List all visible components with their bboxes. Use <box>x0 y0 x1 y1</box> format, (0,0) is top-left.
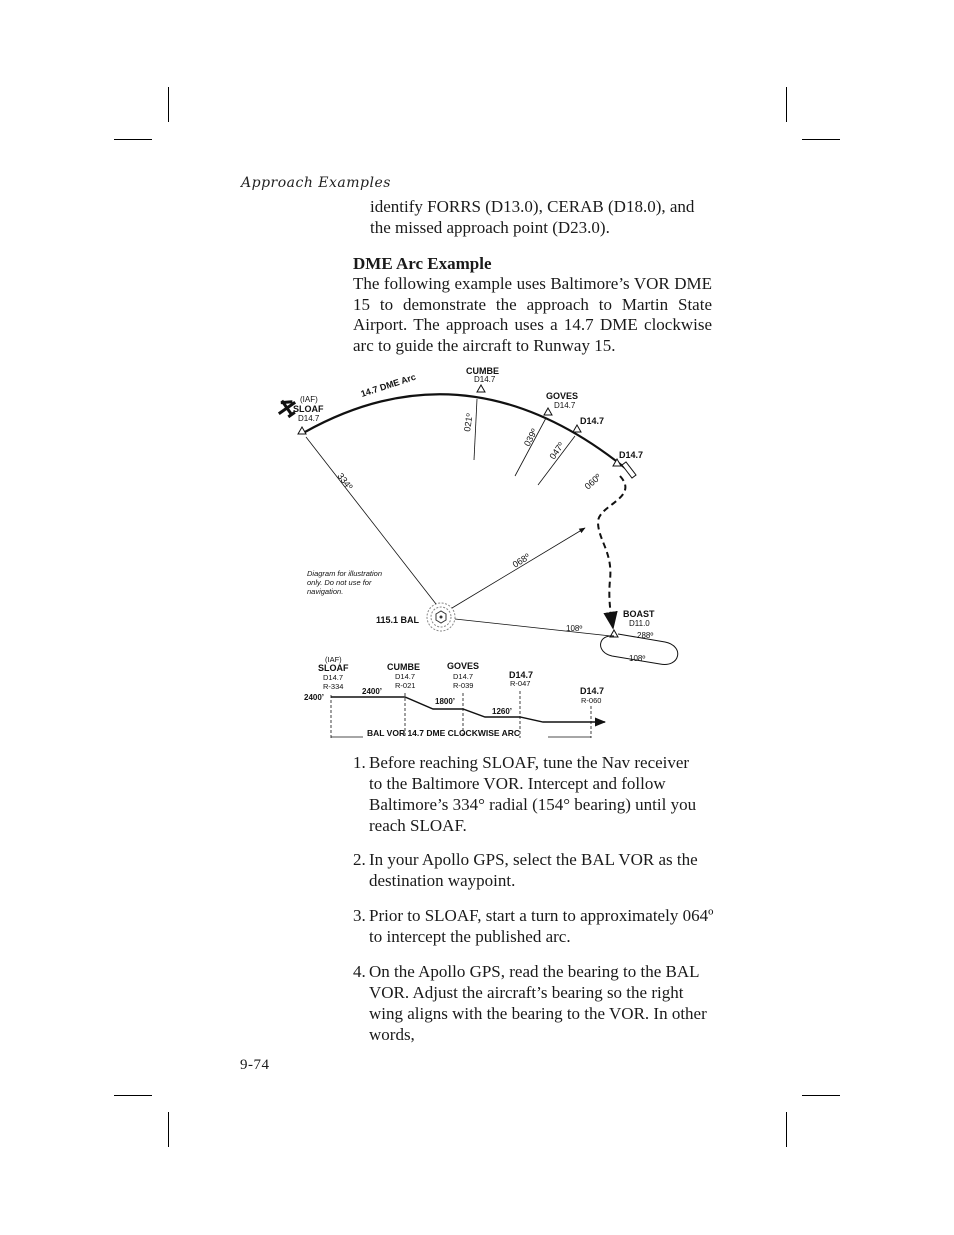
step-number: 1. <box>353 753 366 772</box>
disclaimer-line: navigation. <box>307 587 344 596</box>
radial-060-label: 060º <box>582 471 603 492</box>
step-4 <box>353 961 718 1045</box>
svg-text:Diagram for illustration o <box>307 569 384 596</box>
section-header: Approach Examples <box>241 175 391 191</box>
step-number: 4. <box>353 962 366 981</box>
d147a-name: D14.7 <box>580 416 605 426</box>
disclaimer-line: only. Do not use for <box>307 578 372 587</box>
arc-label: 14.7 DME Arc <box>359 371 418 399</box>
altitude-profile <box>331 697 605 722</box>
profile-cumbe-radial: R-021 <box>395 681 416 690</box>
page-number: 9-74 <box>240 1057 270 1073</box>
step-2 <box>353 849 718 891</box>
sloaf-dist: D14.7 <box>298 414 320 423</box>
altitude-label: 1260’ <box>492 707 513 716</box>
radial-021-line <box>474 399 477 460</box>
profile-d147b-radial: R-060 <box>581 696 602 705</box>
sloaf-tag: (IAF) <box>300 395 318 404</box>
profile-caption: BAL VOR 14.7 DME CLOCKWISE ARC <box>367 728 521 738</box>
profile-sloaf-name: SLOAF <box>318 663 349 673</box>
goves-dist: D14.7 <box>554 401 576 410</box>
runway-marker <box>622 462 636 478</box>
profile-goves-dist: D14.7 <box>453 672 474 681</box>
step-number: 3. <box>353 906 366 925</box>
step-text: In your Apollo GPS, select the BAL VOR as the destination waypoint. <box>369 850 698 890</box>
profile-sloaf-tag: (IAF) <box>325 655 342 664</box>
sloaf-fix-triangle <box>298 427 306 434</box>
boast-name: BOAST <box>623 609 655 619</box>
profile-cumbe-dist: D14.7 <box>395 672 416 681</box>
vor-label: 115.1 BAL <box>376 615 420 625</box>
profile-sloaf-dist: D14.7 <box>323 673 344 682</box>
step-text: Prior to SLOAF, start a turn to approximately 064º to intercept the published arc. <box>369 906 714 946</box>
dme-arc <box>305 394 630 472</box>
intro-paragraph: identify FORRS (D13.0), CERAB (D18.0), and the missed approach point (D23.0). <box>370 197 695 237</box>
d147b-name: D14.7 <box>619 450 644 460</box>
goves-fix-triangle <box>544 408 552 415</box>
cumbe-fix-triangle <box>477 385 485 392</box>
profile-sloaf-radial: R-334 <box>323 682 344 691</box>
section-body: The following example uses Baltimore’s VOR DME 15 to demonstrate the approach to Martin State Airport. The approach uses a 14.7 DME clockwise arc to guide the aircraft to Runway 15. <box>353 274 712 355</box>
profile-goves-radial: R-039 <box>453 681 474 690</box>
cumbe-name: CUMBE <box>466 366 499 376</box>
step-1 <box>353 752 718 836</box>
radial-047-label: 047º <box>547 440 567 462</box>
profile-goves-name: GOVES <box>447 661 480 671</box>
step-text: Before reaching SLOAF, tune the Nav receiver to the Baltimore VOR. Intercept and follow Baltimore’s 334° radial (154° bearing) until you reach SLOAF. <box>369 753 697 835</box>
profile-d147b-name: D14.7 <box>580 686 605 696</box>
radial-068-label: 068º <box>510 551 532 570</box>
hold-outbound-label: 108º <box>629 654 646 663</box>
vor-symbol <box>427 603 455 631</box>
altitude-label: 1800’ <box>435 697 456 706</box>
radial-021-label: 021º <box>462 412 475 433</box>
d147a-fix-triangle <box>573 425 581 432</box>
radial-108-label: 108º <box>566 624 583 633</box>
step-text: On the Apollo GPS, read the bearing to the BAL VOR. Adjust the aircraft’s bearing so the right wing aligns with the bearing to the VOR. In other words, <box>369 962 707 1044</box>
disclaimer-line: Diagram for illustration <box>307 569 383 578</box>
step-3 <box>353 905 718 947</box>
radial-039-label: 039º <box>521 427 540 448</box>
goves-name: GOVES <box>546 391 579 401</box>
hold-inbound-label: 288º <box>637 631 654 640</box>
procedure-track <box>598 476 625 628</box>
profile-d147a-name: D14.7 <box>509 670 534 680</box>
section-heading: DME Arc Example <box>353 254 492 273</box>
profile-cumbe-name: CUMBE <box>387 662 420 672</box>
sloaf-name: SLOAF <box>293 404 324 414</box>
radial-108-line <box>455 619 611 636</box>
step-number: 2. <box>353 850 366 869</box>
radial-334-label: 334º <box>335 471 355 492</box>
profile-d147a-radial: R-047 <box>510 679 531 688</box>
altitude-label: 2400’ <box>304 693 325 702</box>
boast-dist: D11.0 <box>629 619 650 628</box>
cumbe-dist: D14.7 <box>474 375 496 384</box>
altitude-label: 2400’ <box>362 687 383 696</box>
